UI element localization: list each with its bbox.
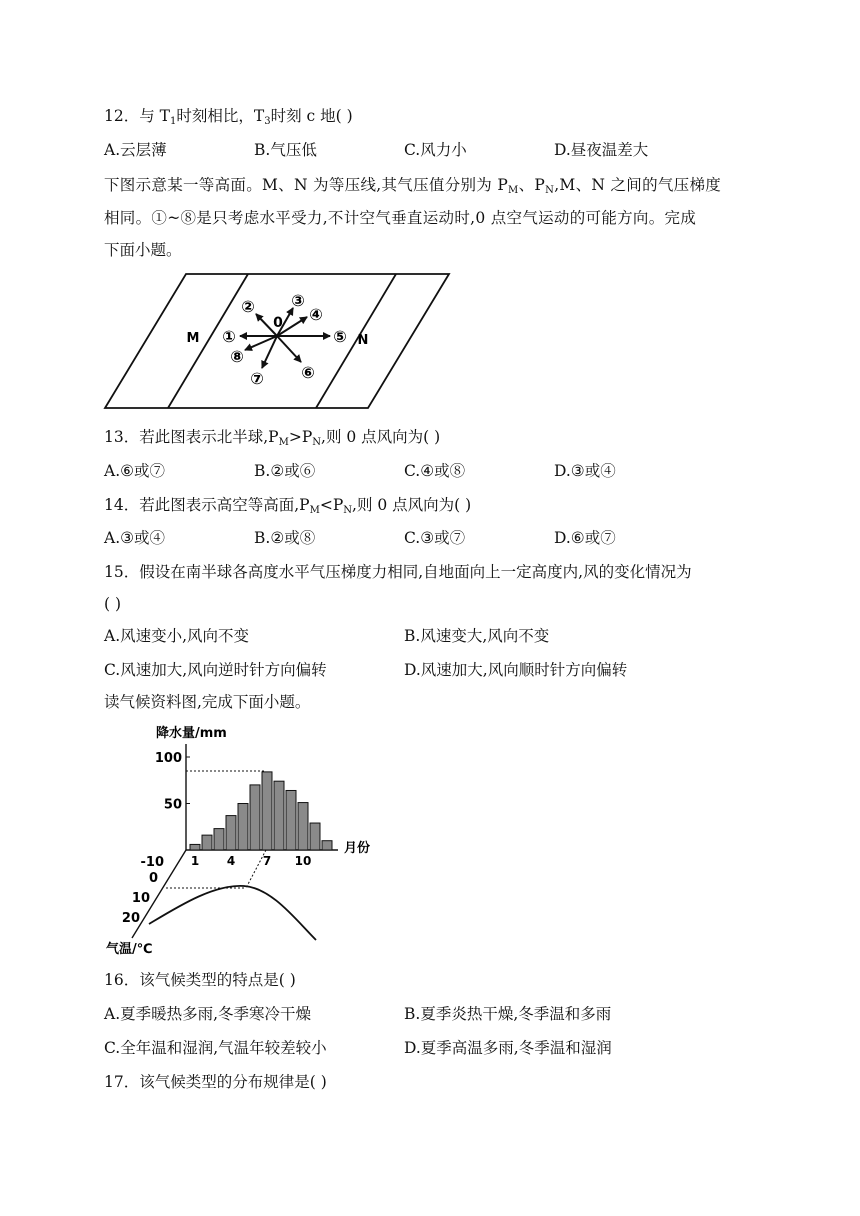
month-axis-label: 月份 [344, 841, 371, 856]
precip-bar-month-8 [274, 781, 284, 850]
option-d: D.风速加大,风向顺时针方向偏转 [404, 661, 628, 679]
temperature-axis-label: 气温/℃ [106, 942, 153, 957]
option-d: D.⑥或⑦ [554, 529, 616, 547]
isobar-plane-figure [100, 270, 452, 414]
arrow-label-1: ① [222, 327, 236, 346]
label-n: N [357, 333, 369, 348]
intro-paragraph-line-3: 下面小题。 [104, 241, 182, 259]
climate-chart [104, 720, 384, 960]
precip-bar-month-4 [226, 816, 236, 850]
origin-label: 0 [273, 315, 283, 331]
option-d: D.夏季高温多雨,冬季温和湿润 [404, 1039, 612, 1057]
temperature-curve [149, 886, 316, 940]
intro-paragraph-line-2: 相同。①~⑧是只考虑水平受力,不计空气垂直运动时,0 点空气运动的可能方向。完成 [104, 209, 697, 227]
question-number: 15． [104, 563, 140, 581]
option-c: C.③或⑦ [404, 529, 466, 547]
option-d: D.③或④ [554, 462, 616, 480]
question-17-stem: 17．该气候类型的分布规律是( ) [104, 1073, 327, 1091]
arrow-label-2: ② [241, 297, 255, 316]
option-b: B.②或⑥ [254, 462, 316, 480]
option-b: B.风速变大,风向不变 [404, 627, 550, 645]
question-13-stem: 13．若此图表示北半球$,P_M>P_N$,则 0 点风向为( ) [104, 428, 441, 448]
question-number: 16． [104, 971, 140, 989]
temperature-tick-label: 10 [131, 891, 150, 906]
arrow-label-4: ④ [309, 305, 323, 324]
option-b: B.夏季炎热干燥,冬季温和多雨 [404, 1005, 612, 1023]
isobar-n [316, 274, 396, 408]
option-c: C.④或⑧ [404, 462, 466, 480]
precip-bar-month-3 [214, 829, 224, 850]
option-b: B.气压低 [254, 141, 317, 159]
precip-bar-month-7 [262, 772, 272, 850]
precip-bar-month-5 [238, 804, 248, 851]
plane-outline [105, 274, 449, 408]
option-d: D.昼夜温差大 [554, 141, 649, 159]
arrow-label-8: ⑧ [230, 347, 244, 366]
question-16-stem: 16．该气候类型的特点是( ) [104, 971, 296, 989]
option-a: A.风速变小,风向不变 [104, 627, 250, 645]
option-c: C.风速加大,风向逆时针方向偏转 [104, 661, 327, 679]
option-a: A.⑥或⑦ [104, 462, 166, 480]
question-12-stem: 12．与 $T_1$时刻相比，$T_3$时刻 c 地( ) [104, 107, 353, 127]
arrow-6 [277, 336, 301, 362]
precip-bar-month-11 [310, 823, 320, 850]
option-a: A.云层薄 [104, 141, 167, 159]
precip-bar-month-2 [202, 835, 212, 850]
precip-bar-month-9 [286, 790, 296, 850]
temperature-tick-label: 20 [121, 911, 140, 926]
option-c: C.风力小 [404, 141, 467, 159]
intro-paragraph-2: 读气候资料图,完成下面小题。 [104, 693, 311, 711]
temperature-tick-label: -10 [140, 855, 164, 870]
question-15-stem: 15．假设在南半球各高度水平气压梯度力相同,自地面向上一定高度内,风的变化情况为 [104, 563, 692, 581]
arrow-label-7: ⑦ [250, 369, 264, 388]
question-number: 13． [104, 428, 140, 446]
precip-bar-month-6 [250, 785, 260, 850]
question-number: 17． [104, 1073, 140, 1091]
month-tick-label: 1 [190, 854, 200, 868]
precip-axis-label: 降水量/mm [156, 726, 227, 741]
precip-bar-month-12 [322, 841, 332, 850]
question-number: 14． [104, 496, 140, 514]
label-m: M [186, 331, 200, 346]
month-tick-label: 10 [294, 854, 312, 868]
question-14-stem: 14．若此图表示高空等高面$,P_M<P_N$,则 0 点风向为( ) [104, 496, 472, 516]
option-a: A.夏季暖热多雨,冬季寒冷干燥 [104, 1005, 312, 1023]
precip-tick-label: 50 [163, 797, 182, 813]
intro-paragraph-line-1: 下图示意某一等高面。M、N 为等压线,其气压值分别为 $P_M$、$P_N,M$、N 之间的气压梯度 [104, 176, 722, 196]
arrow-label-5: ⑤ [333, 327, 347, 346]
month-tick-label: 4 [226, 854, 236, 868]
precip-bar-month-1 [190, 844, 200, 850]
precip-bar-month-10 [298, 803, 308, 850]
question-number: 12． [104, 107, 140, 125]
arrow-label-6: ⑥ [301, 363, 315, 382]
precip-tick-label: 100 [154, 751, 182, 766]
option-c: C.全年温和湿润,气温年较差较小 [104, 1039, 327, 1057]
temperature-tick-label: 0 [148, 871, 158, 886]
option-b: B.②或⑧ [254, 529, 316, 547]
isobar-m [168, 274, 248, 408]
month-tick-label: 7 [262, 854, 272, 868]
option-a: A.③或④ [104, 529, 166, 547]
arrow-label-3: ③ [291, 291, 305, 310]
question-15-paren: ( ) [104, 595, 122, 613]
